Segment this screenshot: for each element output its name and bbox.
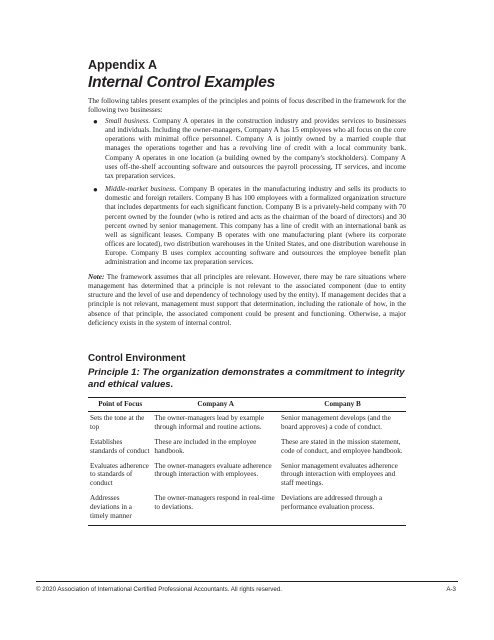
section-heading: Control Environment — [88, 353, 186, 364]
footer-divider — [36, 581, 458, 582]
column-header-company-a: Company A — [152, 398, 279, 412]
principle-heading: Principle 1: The organization demonstrates a commitment to integrity and ethical values. — [88, 367, 405, 390]
bullet-icon: ● — [93, 185, 98, 195]
table-row — [88, 492, 406, 525]
bullet-text: Company A operates in the construction industry and provides services to businesses and individuals. Including the owner-managers, Company A has 15 employees who all focus on the core operations with minimal office personnel. Company A is jointly owned by a married couple that manages the operations together and has a revolving line of credit with a local community bank. Company A operates in one location (a building owned by the company's stockholders). Company A uses off-the-shelf accounting software and outsources the payroll processing, IT services, and income tax preparation services. — [105, 117, 406, 180]
note-label: Note: — [88, 273, 105, 281]
appendix-label: Appendix A — [88, 58, 157, 72]
page-number: A-3 — [446, 586, 456, 593]
table-header-row — [88, 398, 406, 412]
intro-paragraph: The following tables present examples of the principles and points of focus described in the framework for the following two businesses: — [88, 97, 406, 115]
list-item — [88, 185, 406, 267]
footer-copyright: © 2020 Association of International Certified Professional Accountants. All rights reserved. — [36, 586, 283, 593]
business-list — [88, 117, 406, 272]
table-row — [88, 436, 406, 460]
list-item — [88, 117, 406, 181]
table-cell: These are included in the employee handbook. — [154, 437, 257, 455]
page-title: Internal Control Examples — [88, 74, 276, 91]
table-cell: Sets the tone at the top — [90, 413, 145, 431]
column-header-company-b: Company B — [279, 398, 406, 412]
table-cell: The owner-managers lead by example through informal and routine actions. — [154, 413, 264, 431]
table-cell: The owner-managers evaluate adherence through interaction with employees. — [154, 461, 272, 479]
table-row — [88, 411, 406, 435]
bullet-lead: Small business. — [105, 117, 151, 125]
table-cell: Establishes standards of conduct — [90, 437, 150, 455]
column-header-point-of-focus: Point of Focus — [88, 398, 152, 412]
bullet-lead: Middle-market business. — [105, 185, 177, 194]
table-cell: Evaluates adherence to standards of conduct — [90, 461, 149, 488]
table-cell: These are stated in the mission statement, code of conduct, and employee handbook. — [281, 437, 403, 455]
points-of-focus-table — [88, 397, 406, 526]
table-row — [88, 460, 406, 493]
table-cell: The owner-managers respond in real-time to deviations. — [152, 492, 279, 525]
bullet-icon: ● — [93, 117, 98, 126]
note-paragraph — [88, 273, 406, 328]
note-text: The framework assumes that all principles are relevant. However, there may be rare situations where management has determined that a principle is not relevant to the associated component (due to entity structure and the level of use and dependency of technology used by the entity). If management decides that a principle is not relevant, management must support that determination, including the rationale of how, in the absence of that principle, the associated component could be present and functioning. Otherwise, a major deficiency exists in the system of internal control. — [88, 273, 406, 327]
bullet-text: Company B operates in the manufacturing industry and sells its products to domestic and foreign retailers. Company B has 100 employees with a formalized organization structure that includes departments for each significant function. Company B is a privately-held company with 70 percent owned by the founder (who is retired and acts as the chairman of the board of directors) and 30 percent owned by senior management. This company has a line of credit with an international bank as well as significant leases. Company B operates with one manufacturing plant (where its corporate offices are located), two distribution warehouses in the United States, and one distribution warehouse in Europe. Company B uses complex accounting software and outsources the employee benefit plan administration and income tax preparation services. — [105, 185, 406, 267]
table-cell: Deviations are addressed through a performance evaluation process. — [279, 492, 406, 525]
table-cell: Senior management develops (and the board approves) a code of conduct. — [281, 413, 391, 431]
table-cell: Senior management evaluates adherence through interaction with employees and staff meetings. — [281, 461, 398, 488]
table-cell: Addresses deviations in a timely manner — [88, 492, 152, 525]
